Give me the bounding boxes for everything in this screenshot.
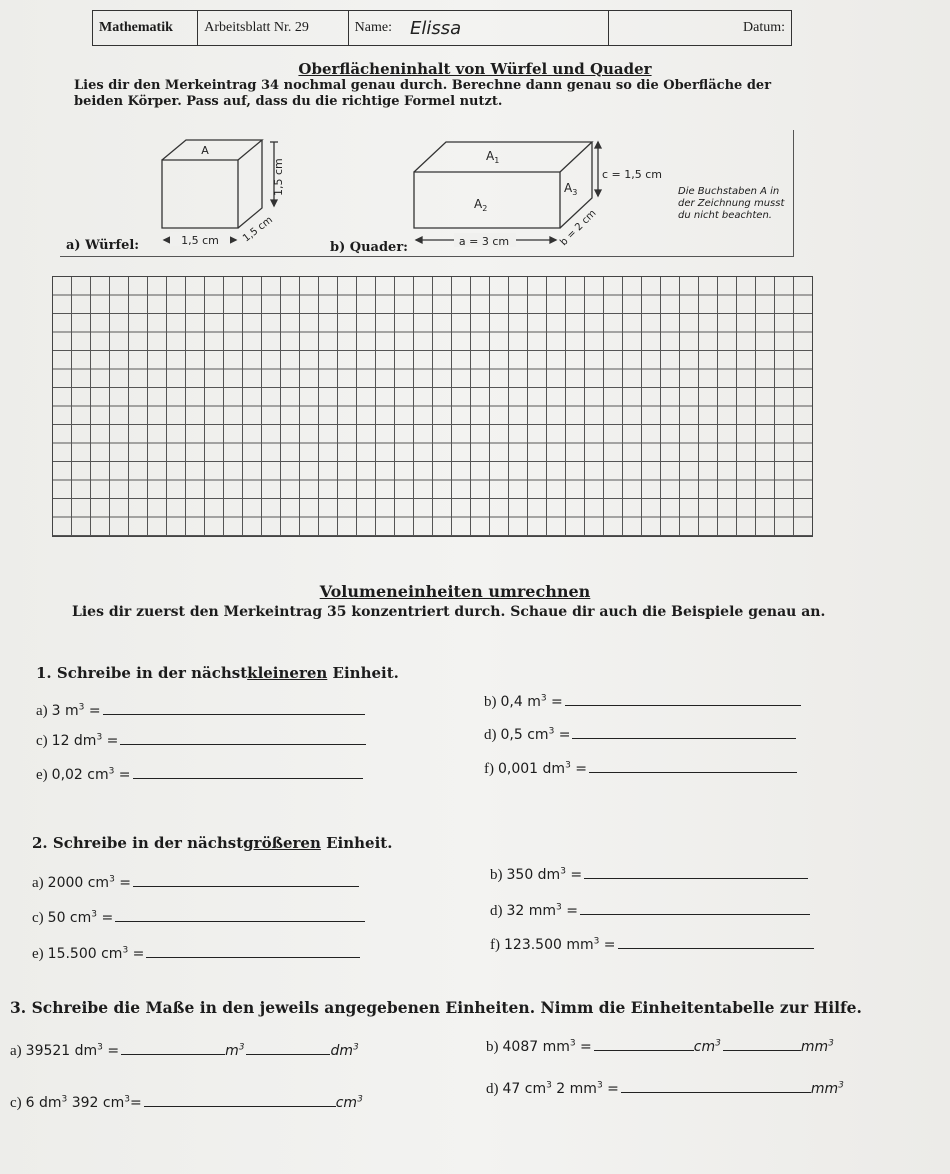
cuboid-drawing (404, 136, 664, 258)
unit-cm3: $cm^3$ (335, 1094, 363, 1111)
date-label: Datum: (743, 20, 785, 35)
task2-item-c: c) 50 $cm^3$ = (32, 907, 365, 927)
task2-item-b: b) 350 $dm^3$ = (490, 864, 808, 884)
answer-blank[interactable] (580, 900, 810, 915)
task3-item-b: b) 4087 $mm^3 = cm^3$ $mm^3$ (486, 1036, 834, 1056)
header-name-cell (349, 11, 609, 45)
task1-title: 1. Schreibe in der nächstkleineren Einheit. (36, 664, 399, 682)
cube-face-label: A (201, 144, 209, 157)
cuboid-edge-b: b = 2 cm (558, 207, 599, 249)
unit-cm3: $cm^3$ (693, 1038, 721, 1055)
section-instruction-surface-area: Lies dir den Merkeintrag 34 nochmal genau durch. Berechne dann genau so die Oberfläche der beiden Körper. Pass auf, dass du die richtige Formel nutzt. (74, 78, 772, 109)
cuboid-label: b) Quader: (330, 240, 408, 255)
unit-mm3: $mm^3$ (810, 1080, 844, 1097)
header-subject: Mathematik (93, 11, 198, 45)
section-title-volume-units: Volumeneinheiten umrechnen (319, 582, 591, 601)
task1-item-d: d) 0,5 $cm^3$ = (484, 724, 796, 744)
answer-blank[interactable] (594, 1036, 694, 1051)
answer-blank[interactable] (133, 872, 359, 887)
answer-blank[interactable] (146, 943, 360, 958)
task1-item-b: b) 0,4 $m^3$ = (484, 691, 801, 711)
task3-item-a: a) 39521 $dm^3 = m^3$ $dm^3$ (10, 1040, 359, 1060)
answer-blank[interactable] (115, 907, 365, 922)
unit-m3: $m^3$ (225, 1042, 245, 1059)
cuboid-edge-a: a = 3 cm (458, 235, 510, 248)
section-title-surface-area: Oberflächeninhalt von Würfel und Quader (298, 60, 652, 78)
cuboid-face-top: $A_1$ (486, 149, 500, 165)
task3-title: 3. Schreibe die Maße in den jeweils angegebenen Einheiten. Nimm die Einheitentabelle zur Hilfe. (10, 998, 862, 1017)
answer-blank[interactable] (144, 1092, 336, 1107)
unit-mm3: $mm^3$ (800, 1038, 834, 1055)
task2-item-e: e) 15.500 $cm^3$ = (32, 943, 360, 963)
answer-blank[interactable] (133, 764, 363, 779)
task2-item-d: d) 32 $mm^3$ = (490, 900, 810, 920)
answer-blank[interactable] (723, 1036, 801, 1051)
answer-blank[interactable] (565, 691, 801, 706)
cuboid-face-side: $A_3$ (564, 181, 578, 197)
cuboid-face-front: $A_2$ (474, 197, 488, 213)
cuboid-edge-c: c = 1,5 cm (602, 168, 663, 181)
answer-blank[interactable] (621, 1078, 811, 1093)
header-date-cell (609, 11, 791, 45)
answer-blank[interactable] (121, 1040, 225, 1055)
unit-dm3: $dm^3$ (330, 1042, 359, 1059)
task1-item-e: e) 0,02 $cm^3$ = (36, 764, 363, 784)
header-sheet-number: Arbeitsblatt Nr. 29 (198, 11, 348, 45)
cube-edge-bottom: 1,5 cm (181, 234, 219, 247)
cube-label: a) Würfel: (66, 238, 140, 253)
section-instruction-volume-units: Lies dir zuerst den Merkeintrag 35 konzentriert durch. Schaue dir auch die Beispiele genau an. (72, 604, 826, 620)
task3-item-c: c) 6 $dm^3$ 392 $cm^3= cm^3$ (10, 1092, 363, 1112)
cube-edge-right: 1,5 cm (272, 158, 285, 196)
name-handwritten: Elissa (410, 17, 462, 39)
task2-item-f: f) 123.500 $mm^3$ = (490, 934, 814, 954)
task1-item-a: a) 3 $m^3$ = (36, 700, 365, 720)
header-table (92, 10, 792, 46)
answer-blank[interactable] (584, 864, 808, 879)
task2-title: 2. Schreibe in der nächstgrößeren Einheit. (32, 834, 393, 852)
task1-item-f: f) 0,001 $dm^3$ = (484, 758, 797, 778)
task3-item-d: d) 47 $cm^3$ 2 $mm^3 = mm^3$ (486, 1078, 844, 1098)
task2-item-a: a) 2000 $cm^3$ = (32, 872, 359, 892)
answer-blank[interactable] (589, 758, 797, 773)
answer-blank[interactable] (120, 730, 366, 745)
answer-blank[interactable] (618, 934, 814, 949)
answer-blank[interactable] (572, 724, 796, 739)
cube-drawing (150, 136, 290, 252)
answer-blank[interactable] (103, 700, 365, 715)
name-label: Name: (354, 20, 392, 35)
task1-item-c: c) 12 $dm^3$ = (36, 730, 366, 750)
figure-hint-note: Die Buchstaben A in der Zeichnung musst du nicht beachten. (678, 186, 785, 221)
calculation-grid[interactable] (52, 276, 813, 537)
cube-edge-depth: 1,5 cm (241, 214, 275, 245)
answer-blank[interactable] (246, 1040, 330, 1055)
